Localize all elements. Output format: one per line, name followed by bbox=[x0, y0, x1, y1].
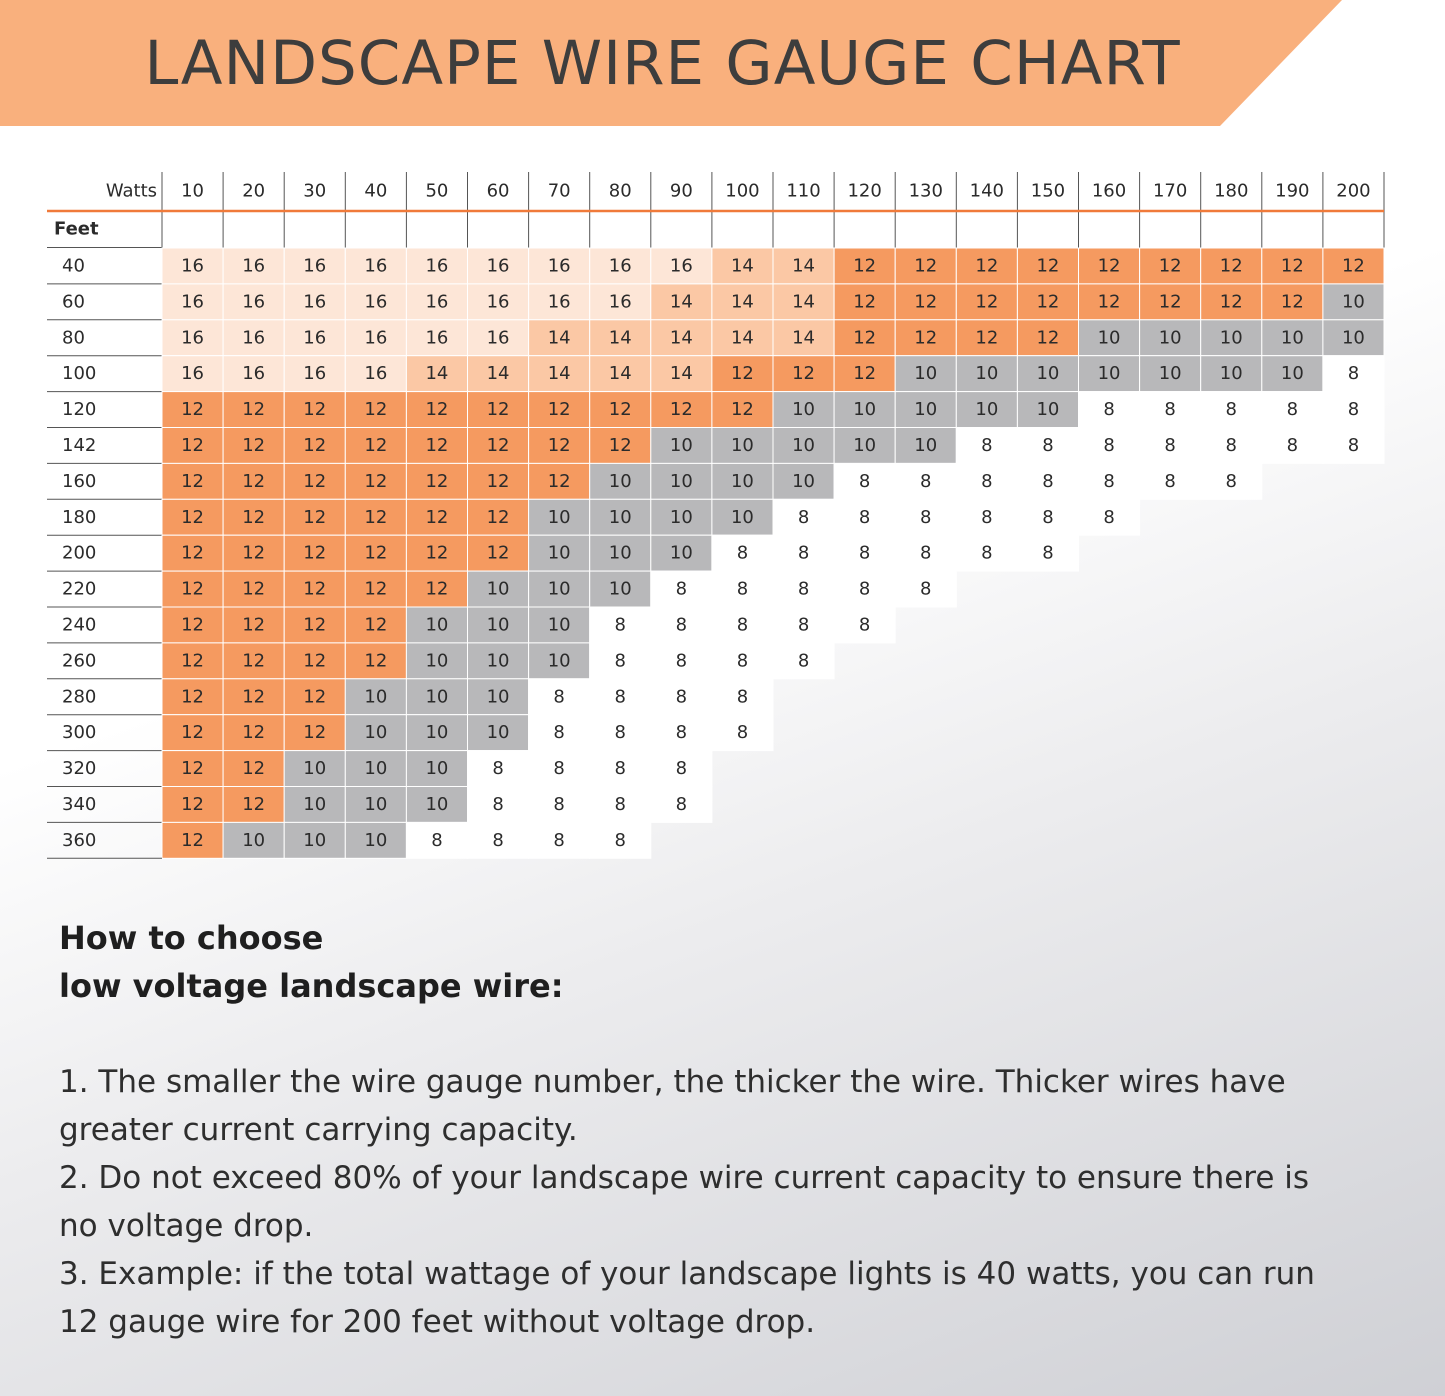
gauge-cell-label: 12 bbox=[242, 793, 266, 815]
gauge-cell-label: 10 bbox=[730, 470, 754, 492]
gauge-cell-label: 12 bbox=[303, 614, 327, 636]
gauge-cell-label: 12 bbox=[914, 291, 938, 313]
gauge-cell-label: 12 bbox=[1097, 291, 1121, 313]
feet-tick-label: 160 bbox=[62, 470, 97, 492]
gauge-cell-label: 12 bbox=[975, 255, 999, 277]
gauge-cell-label: 10 bbox=[547, 614, 571, 636]
gauge-cell-label: 10 bbox=[425, 722, 449, 744]
gauge-cell-label: 8 bbox=[981, 542, 993, 564]
gauge-cell-label: 8 bbox=[1103, 399, 1115, 421]
watts-tick-label: 60 bbox=[486, 180, 510, 202]
gauge-cell-label: 16 bbox=[608, 255, 632, 277]
gauge-cell-label: 8 bbox=[675, 578, 688, 600]
gauge-cell-label: 10 bbox=[730, 506, 754, 528]
gauge-cell-label: 8 bbox=[981, 434, 993, 456]
gauge-cell-label: 8 bbox=[1103, 434, 1115, 456]
gauge-cell-label: 8 bbox=[981, 470, 993, 492]
gauge-cell-label: 8 bbox=[1225, 434, 1237, 456]
feet-tick-label: 320 bbox=[62, 758, 97, 780]
gauge-cell-label: 8 bbox=[553, 829, 565, 851]
gauge-cell-label: 10 bbox=[975, 399, 999, 421]
gauge-cell-label: 10 bbox=[1219, 327, 1243, 349]
feet-tick-label: 340 bbox=[62, 793, 97, 815]
feet-tick-label: 360 bbox=[62, 829, 97, 851]
gauge-cell-label: 12 bbox=[669, 399, 693, 421]
gauge-cell-label: 14 bbox=[792, 255, 816, 277]
gauge-cell-label: 16 bbox=[364, 327, 388, 349]
gauge-cell-label: 16 bbox=[486, 327, 510, 349]
gauge-cell-label: 16 bbox=[303, 363, 327, 385]
gauge-cell-label: 10 bbox=[608, 470, 632, 492]
gauge-cell-label: 12 bbox=[181, 758, 205, 780]
gauge-cell-label: 14 bbox=[608, 327, 632, 349]
gauge-cell-label: 16 bbox=[242, 363, 266, 385]
gauge-cell-label: 10 bbox=[792, 470, 816, 492]
gauge-cell-label: 8 bbox=[1347, 434, 1360, 456]
gauge-cell-label: 8 bbox=[858, 542, 871, 564]
gauge-cell-label: 8 bbox=[553, 722, 565, 744]
gauge-cell-label: 14 bbox=[792, 291, 816, 313]
gauge-cell-label: 8 bbox=[736, 686, 749, 708]
gauge-cell-label: 8 bbox=[1103, 506, 1115, 528]
gauge-cell-label: 16 bbox=[242, 291, 266, 313]
gauge-cell-label: 12 bbox=[364, 650, 388, 672]
gauge-cell-label: 12 bbox=[975, 291, 999, 313]
feet-tick-label: 240 bbox=[62, 614, 97, 636]
gauge-cell-label: 12 bbox=[486, 542, 510, 564]
watts-tick-label: 10 bbox=[181, 180, 205, 202]
gauge-cell-label: 16 bbox=[181, 291, 205, 313]
gauge-cell-label: 14 bbox=[425, 363, 449, 385]
gauge-cell-label: 10 bbox=[1341, 327, 1365, 349]
watts-tick-label: 40 bbox=[364, 180, 388, 202]
gauge-cell-label: 12 bbox=[1280, 291, 1304, 313]
gauge-cell-label: 12 bbox=[303, 506, 327, 528]
feet-tick-label: 40 bbox=[62, 255, 85, 277]
gauge-cell-label: 8 bbox=[614, 758, 626, 780]
gauge-cell-label: 12 bbox=[242, 758, 266, 780]
gauge-cell-label: 12 bbox=[914, 255, 938, 277]
gauge-cell-label: 14 bbox=[547, 363, 571, 385]
watts-tick-label: 70 bbox=[547, 180, 571, 202]
gauge-cell-label: 8 bbox=[614, 686, 626, 708]
gauge-cell-label: 12 bbox=[1158, 255, 1182, 277]
gauge-cell-label: 8 bbox=[614, 829, 626, 851]
gauge-cell-label: 16 bbox=[364, 363, 388, 385]
gauge-cell-label: 10 bbox=[425, 614, 449, 636]
gauge-cell-label: 14 bbox=[730, 255, 754, 277]
gauge-cell-label: 8 bbox=[553, 793, 565, 815]
gauge-cell-label: 12 bbox=[1219, 255, 1243, 277]
gauge-cell-label: 12 bbox=[1219, 291, 1243, 313]
feet-tick-label: 80 bbox=[62, 327, 85, 349]
gauge-cell-label: 8 bbox=[981, 506, 993, 528]
gauge-cell-label: 12 bbox=[181, 829, 205, 851]
gauge-cell-label: 16 bbox=[547, 255, 571, 277]
watts-tick-label: 140 bbox=[969, 180, 1005, 202]
gauge-cell-label: 8 bbox=[614, 614, 626, 636]
feet-tick-label: 100 bbox=[62, 363, 97, 385]
gauge-cell-label: 8 bbox=[675, 614, 688, 636]
gauge-cell-label: 10 bbox=[669, 470, 693, 492]
gauge-cell-label: 16 bbox=[425, 291, 449, 313]
gauge-cell-label: 12 bbox=[181, 614, 205, 636]
gauge-cell-label: 10 bbox=[303, 758, 327, 780]
note-item-2: 2. Do not exceed 80% of your landscape wire current capacity to ensure there is no voltage drop. bbox=[59, 1160, 1310, 1244]
watts-tick-label: 50 bbox=[425, 180, 449, 202]
gauge-cell-label: 16 bbox=[486, 291, 510, 313]
gauge-cell-label: 8 bbox=[553, 686, 565, 708]
gauge-cell-label: 8 bbox=[614, 793, 626, 815]
gauge-cell-label: 8 bbox=[1164, 399, 1176, 421]
gauge-cell-label: 12 bbox=[547, 470, 571, 492]
gauge-cell-label: 12 bbox=[486, 434, 510, 456]
gauge-cell-label: 10 bbox=[792, 399, 816, 421]
gauge-cell-label: 16 bbox=[242, 327, 266, 349]
gauge-cell-label: 14 bbox=[547, 327, 571, 349]
gauge-cell-label: 12 bbox=[425, 506, 449, 528]
gauge-cell-label: 10 bbox=[669, 434, 693, 456]
gauge-cell-label: 8 bbox=[614, 650, 626, 672]
gauge-cell-label: 8 bbox=[1225, 470, 1237, 492]
gauge-cell-label: 16 bbox=[303, 327, 327, 349]
watts-tick-label: 90 bbox=[669, 180, 693, 202]
gauge-cell-label: 8 bbox=[858, 506, 871, 528]
gauge-cell-label: 12 bbox=[364, 542, 388, 564]
gauge-cell-label: 12 bbox=[547, 434, 571, 456]
gauge-cell-label: 12 bbox=[303, 578, 327, 600]
gauge-cell-label: 8 bbox=[1042, 506, 1054, 528]
gauge-cell-label: 8 bbox=[1164, 434, 1176, 456]
gauge-cell-label: 12 bbox=[364, 578, 388, 600]
gauge-cell-label: 10 bbox=[792, 434, 816, 456]
watts-tick-label: 180 bbox=[1214, 180, 1249, 202]
gauge-cell-label: 12 bbox=[425, 470, 449, 492]
gauge-cell-label: 12 bbox=[303, 399, 327, 421]
gauge-cell-label: 8 bbox=[492, 758, 504, 780]
gauge-cell-label: 12 bbox=[486, 470, 510, 492]
gauge-cell-label: 12 bbox=[303, 434, 327, 456]
gauge-cell-label: 8 bbox=[858, 470, 871, 492]
gauge-cell-label: 12 bbox=[853, 255, 877, 277]
gauge-cell-label: 10 bbox=[486, 614, 510, 636]
gauge-cell-label: 10 bbox=[1219, 363, 1243, 385]
gauge-cell-label: 12 bbox=[242, 470, 266, 492]
watts-tick-label: 200 bbox=[1336, 180, 1371, 202]
gauge-cell-label: 14 bbox=[792, 327, 816, 349]
gauge-cell-label: 12 bbox=[181, 722, 205, 744]
gauge-cell-label: 14 bbox=[608, 363, 632, 385]
gauge-cell-label: 12 bbox=[1158, 291, 1182, 313]
gauge-cell-label: 8 bbox=[1286, 434, 1299, 456]
feet-tick-label: 280 bbox=[62, 686, 97, 708]
gauge-cell-label: 10 bbox=[669, 542, 693, 564]
gauge-cell-label: 8 bbox=[492, 829, 504, 851]
gauge-cell-label: 10 bbox=[364, 829, 388, 851]
watts-tick-label: 110 bbox=[786, 180, 821, 202]
gauge-cell-label: 10 bbox=[1280, 363, 1304, 385]
feet-tick-label: 60 bbox=[62, 291, 85, 313]
gauge-cell-label: 8 bbox=[1286, 399, 1299, 421]
gauge-cell-label: 10 bbox=[486, 722, 510, 744]
gauge-cell-label: 16 bbox=[425, 327, 449, 349]
gauge-cell-label: 12 bbox=[181, 542, 205, 564]
gauge-cell-label: 10 bbox=[608, 542, 632, 564]
gauge-cell-label: 16 bbox=[364, 255, 388, 277]
gauge-cell-label: 16 bbox=[486, 255, 510, 277]
gauge-cell-label: 12 bbox=[181, 793, 205, 815]
gauge-cell-label: 12 bbox=[181, 470, 205, 492]
gauge-cell-label: 12 bbox=[975, 327, 999, 349]
feet-tick-label: 180 bbox=[62, 506, 97, 528]
gauge-cell-label: 10 bbox=[608, 506, 632, 528]
gauge-cell-label: 10 bbox=[425, 686, 449, 708]
gauge-cell-label: 10 bbox=[1280, 327, 1304, 349]
gauge-cell-label: 10 bbox=[242, 829, 266, 851]
gauge-cell-label: 12 bbox=[242, 722, 266, 744]
gauge-cell-label: 12 bbox=[242, 578, 266, 600]
gauge-cell-label: 8 bbox=[675, 722, 688, 744]
gauge-cell-label: 10 bbox=[364, 758, 388, 780]
feet-header-label: Feet bbox=[54, 218, 99, 240]
feet-tick-label: 300 bbox=[62, 722, 97, 744]
gauge-cell-label: 12 bbox=[181, 650, 205, 672]
gauge-cell-label: 12 bbox=[914, 327, 938, 349]
gauge-cell-label: 10 bbox=[1036, 399, 1060, 421]
gauge-cell-label: 8 bbox=[614, 722, 626, 744]
gauge-cell-label: 12 bbox=[486, 506, 510, 528]
gauge-cell-label: 8 bbox=[858, 614, 871, 636]
gauge-cell-label: 12 bbox=[547, 399, 571, 421]
gauge-cell-label: 8 bbox=[736, 650, 749, 672]
gauge-cell-label: 16 bbox=[181, 363, 205, 385]
gauge-cell-label: 12 bbox=[486, 399, 510, 421]
gauge-cell-label: 12 bbox=[364, 506, 388, 528]
note-item-1: 1. The smaller the wire gauge number, the thicker the wire. Thicker wires have greater current carrying capacity. bbox=[59, 1064, 1286, 1148]
gauge-cell-label: 12 bbox=[181, 434, 205, 456]
gauge-cell-label: 8 bbox=[492, 793, 504, 815]
note-item-3: 3. Example: if the total wattage of your landscape lights is 40 watts, you can run 12 gauge wire for 200 feet without voltage drop. bbox=[59, 1256, 1315, 1340]
gauge-cell-label: 10 bbox=[364, 722, 388, 744]
gauge-cell-label: 16 bbox=[547, 291, 571, 313]
gauge-cell-label: 8 bbox=[858, 578, 871, 600]
gauge-cell-label: 10 bbox=[364, 793, 388, 815]
gauge-cell-label: 8 bbox=[736, 614, 749, 636]
gauge-cell-label: 8 bbox=[675, 793, 688, 815]
feet-tick-label: 200 bbox=[62, 542, 97, 564]
gauge-cell-label: 10 bbox=[730, 434, 754, 456]
gauge-cell-label: 10 bbox=[853, 399, 877, 421]
howto-heading bbox=[59, 914, 564, 1010]
gauge-cell-label: 12 bbox=[242, 614, 266, 636]
watts-tick-label: 150 bbox=[1030, 180, 1066, 202]
gauge-cell-label: 10 bbox=[486, 578, 510, 600]
howto-heading-line1: How to choose bbox=[59, 919, 324, 957]
gauge-cell-label: 16 bbox=[425, 255, 449, 277]
gauge-cell-label: 12 bbox=[364, 399, 388, 421]
watts-header-label: Watts bbox=[105, 180, 157, 202]
gauge-cell-label: 12 bbox=[242, 399, 266, 421]
page-title: LANDSCAPE WIRE GAUGE CHART bbox=[144, 27, 1181, 99]
gauge-cell-label: 12 bbox=[425, 434, 449, 456]
gauge-cell-label: 12 bbox=[425, 578, 449, 600]
howto-notes bbox=[59, 1058, 1319, 1346]
gauge-cell-label: 10 bbox=[669, 506, 693, 528]
gauge-cell-label: 12 bbox=[792, 363, 816, 385]
gauge-cell-label: 10 bbox=[1158, 363, 1182, 385]
gauge-cell-label: 16 bbox=[608, 291, 632, 313]
watts-tick-label: 160 bbox=[1091, 180, 1127, 202]
gauge-cell-label: 12 bbox=[608, 399, 632, 421]
gauge-cell-label: 16 bbox=[669, 255, 693, 277]
gauge-cell-label: 10 bbox=[486, 686, 510, 708]
feet-tick-label: 120 bbox=[62, 399, 97, 421]
gauge-cell-label: 8 bbox=[920, 542, 932, 564]
gauge-cell-label: 10 bbox=[425, 650, 449, 672]
gauge-cell-label: 8 bbox=[797, 614, 810, 636]
gauge-cell-label: 8 bbox=[797, 578, 810, 600]
gauge-cell-label: 12 bbox=[303, 650, 327, 672]
gauge-cell-label: 12 bbox=[1280, 255, 1304, 277]
gauge-cell-label: 12 bbox=[303, 470, 327, 492]
gauge-cell-label: 10 bbox=[547, 650, 571, 672]
gauge-cell-label: 12 bbox=[425, 542, 449, 564]
watts-tick-label: 80 bbox=[608, 180, 632, 202]
gauge-cell-label: 14 bbox=[730, 291, 754, 313]
gauge-cell-label: 12 bbox=[364, 614, 388, 636]
feet-tick-label: 220 bbox=[62, 578, 97, 600]
gauge-cell-label: 12 bbox=[242, 542, 266, 564]
gauge-cell-label: 10 bbox=[914, 434, 938, 456]
gauge-cell-label: 8 bbox=[1347, 399, 1360, 421]
gauge-cell-label: 12 bbox=[425, 399, 449, 421]
gauge-cell-label: 12 bbox=[1341, 255, 1365, 277]
gauge-cell-label: 10 bbox=[914, 399, 938, 421]
gauge-cell-label: 10 bbox=[364, 686, 388, 708]
gauge-cell-label: 12 bbox=[1036, 291, 1060, 313]
watts-tick-label: 190 bbox=[1275, 180, 1310, 202]
gauge-cell-label: 10 bbox=[303, 829, 327, 851]
gauge-cell-label: 12 bbox=[181, 506, 205, 528]
gauge-cell-label: 8 bbox=[920, 506, 932, 528]
gauge-cell-label: 8 bbox=[797, 650, 810, 672]
gauge-cell-label: 12 bbox=[1097, 255, 1121, 277]
gauge-cell-label: 8 bbox=[1164, 470, 1176, 492]
gauge-cell-label: 16 bbox=[303, 291, 327, 313]
gauge-cell-label: 16 bbox=[181, 255, 205, 277]
gauge-cell-label: 12 bbox=[853, 363, 877, 385]
gauge-cell-label: 12 bbox=[303, 542, 327, 564]
gauge-cell-label: 10 bbox=[853, 434, 877, 456]
gauge-cell-label: 8 bbox=[1042, 434, 1054, 456]
gauge-cell-label: 12 bbox=[1036, 255, 1060, 277]
watts-tick-label: 130 bbox=[908, 180, 943, 202]
gauge-cell-label: 10 bbox=[486, 650, 510, 672]
feet-tick-label: 260 bbox=[62, 650, 97, 672]
gauge-cell-label: 12 bbox=[303, 722, 327, 744]
gauge-cell-label: 10 bbox=[1097, 327, 1121, 349]
gauge-cell-label: 10 bbox=[1097, 363, 1121, 385]
gauge-cell-label: 8 bbox=[797, 542, 810, 564]
gauge-cell-label: 14 bbox=[669, 327, 693, 349]
gauge-cell-label: 12 bbox=[364, 434, 388, 456]
gauge-cell-label: 12 bbox=[181, 686, 205, 708]
howto-heading-line2: low voltage landscape wire: bbox=[59, 967, 564, 1005]
gauge-cell-label: 10 bbox=[1158, 327, 1182, 349]
gauge-cell-label: 8 bbox=[553, 758, 565, 780]
gauge-cell-label: 16 bbox=[303, 255, 327, 277]
gauge-cell-label: 12 bbox=[1036, 327, 1060, 349]
gauge-cell-label: 14 bbox=[730, 327, 754, 349]
gauge-cell-label: 8 bbox=[736, 722, 749, 744]
gauge-cell-label: 12 bbox=[242, 686, 266, 708]
gauge-cell-label: 8 bbox=[1042, 470, 1054, 492]
watts-tick-label: 170 bbox=[1152, 180, 1188, 202]
gauge-cell-label: 10 bbox=[1036, 363, 1060, 385]
gauge-cell-label: 12 bbox=[242, 434, 266, 456]
gauge-cell-label: 8 bbox=[675, 758, 688, 780]
gauge-cell-label: 16 bbox=[242, 255, 266, 277]
gauge-cell-label: 12 bbox=[242, 506, 266, 528]
gauge-cell-label: 8 bbox=[920, 470, 932, 492]
gauge-cell-label: 10 bbox=[547, 578, 571, 600]
gauge-cell-label: 8 bbox=[920, 578, 932, 600]
gauge-cell-label: 10 bbox=[425, 758, 449, 780]
gauge-cell-label: 14 bbox=[486, 363, 510, 385]
gauge-cell-label: 10 bbox=[975, 363, 999, 385]
gauge-cell-label: 8 bbox=[1103, 470, 1115, 492]
gauge-cell-label: 8 bbox=[1042, 542, 1054, 564]
gauge-cell-label: 10 bbox=[1341, 291, 1365, 313]
gauge-cell-label: 12 bbox=[608, 434, 632, 456]
gauge-cell-label: 12 bbox=[853, 291, 877, 313]
gauge-cell-label: 16 bbox=[181, 327, 205, 349]
gauge-cell-label: 8 bbox=[1225, 399, 1237, 421]
gauge-cell-label: 8 bbox=[736, 542, 749, 564]
gauge-cell-label: 14 bbox=[669, 291, 693, 313]
gauge-cell-label: 14 bbox=[669, 363, 693, 385]
gauge-cell-label: 12 bbox=[181, 399, 205, 421]
watts-tick-label: 100 bbox=[725, 180, 760, 202]
gauge-cell-label: 8 bbox=[797, 506, 810, 528]
gauge-cell-label: 16 bbox=[364, 291, 388, 313]
watts-tick-label: 120 bbox=[847, 180, 882, 202]
gauge-cell-label: 10 bbox=[547, 542, 571, 564]
gauge-cell-label: 8 bbox=[1347, 363, 1360, 385]
gauge-cell-label: 12 bbox=[242, 650, 266, 672]
gauge-cell-label: 12 bbox=[364, 470, 388, 492]
gauge-cell-label: 8 bbox=[675, 686, 688, 708]
watts-tick-label: 30 bbox=[303, 180, 327, 202]
gauge-cell-label: 10 bbox=[425, 793, 449, 815]
gauge-cell-label: 12 bbox=[853, 327, 877, 349]
gauge-cell-label: 10 bbox=[914, 363, 938, 385]
gauge-cell-label: 8 bbox=[736, 578, 749, 600]
gauge-cell-label: 12 bbox=[730, 363, 754, 385]
gauge-cell-label: 10 bbox=[303, 793, 327, 815]
watts-tick-label: 20 bbox=[242, 180, 266, 202]
feet-tick-label: 142 bbox=[62, 434, 97, 456]
gauge-cell-label: 8 bbox=[431, 829, 443, 851]
gauge-cell-label: 12 bbox=[730, 399, 754, 421]
gauge-cell-label: 10 bbox=[547, 506, 571, 528]
gauge-cell-label: 8 bbox=[675, 650, 688, 672]
gauge-cell-label: 12 bbox=[181, 578, 205, 600]
gauge-cell-label: 10 bbox=[608, 578, 632, 600]
gauge-cell-label: 12 bbox=[303, 686, 327, 708]
